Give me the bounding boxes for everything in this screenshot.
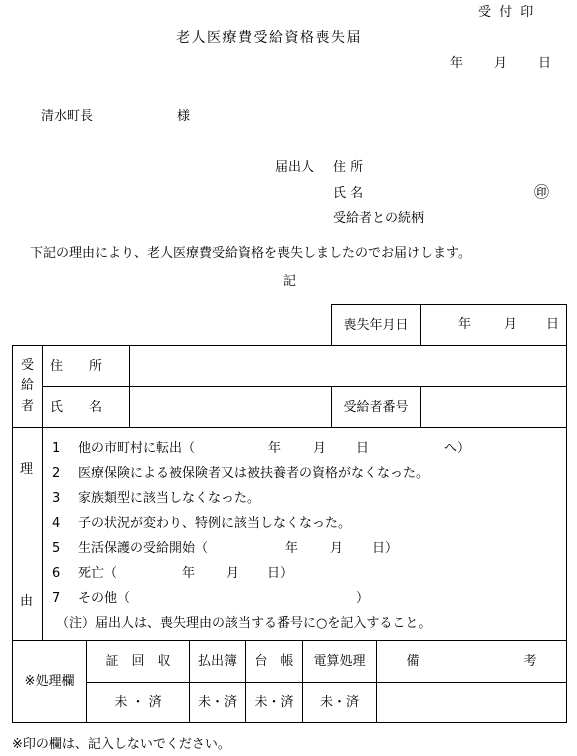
submit-date-day: 日 [538,56,552,71]
notifier-address-label: 住 所 [333,160,364,175]
processing-status-payout[interactable]: 未・済 [197,695,237,710]
form-title: 老人医療費受給資格喪失届 [176,30,362,46]
processing-header-ledger: 台 帳 [254,654,294,669]
ki-heading: 記 [283,274,297,289]
processing-status-ledger[interactable]: 未・済 [254,695,294,710]
notifier-relation-label: 受給者との続柄 [333,211,425,226]
processing-label: ※処理欄 [24,674,75,689]
footer-note: ※印の欄は、記入しないでください。 [12,737,231,752]
recipient-address-label: 住 所 [50,358,103,374]
receipt-stamp-label: 受 付 印 [478,5,536,20]
loss-date-year: 年 [458,317,472,332]
processing-status-computer[interactable]: 未・済 [319,695,359,710]
recipient-group-label: 受 給 者 [20,358,34,414]
processing-remarks-field[interactable] [377,683,566,722]
notifier-name-label: 氏 名 [333,186,364,201]
processing-header-payout: 払出簿 [197,654,237,669]
recipient-number-field[interactable] [421,387,566,427]
statement-text: 下記の理由により、老人医療費受給資格を喪失しましたのでお届けします。 [30,246,471,261]
processing-status-certificate[interactable]: 未 ・ 済 [114,695,162,710]
reason-group-label-bottom: 由 [20,594,34,609]
loss-date-month: 月 [504,317,518,332]
recipient-name-label: 氏 名 [50,399,103,415]
processing-header-certificate: 証 回 収 [105,654,171,669]
loss-date-day: 日 [546,317,560,332]
recipient-number-label: 受給者番号 [343,399,409,415]
processing-header-remarks: 備 考 [406,654,537,669]
reason-group-label-top: 理 [20,462,34,477]
seal-mark-icon: ㊞ [534,183,550,201]
addressee-honorific: 様 [177,109,191,124]
addressee-office: 清水町長 [41,109,94,124]
processing-header-computer: 電算処理 [313,654,366,669]
loss-date-label: 喪失年月日 [343,317,409,333]
form-layout: 受 付 印 老人医療費受給資格喪失届 年 月 日 清水町長 様 届出人 住 所 氏 名 ㊞ 受給者との続柄 下記の理由により、老人医療費受給資格を喪失しましたのでお届けします。 記 喪失年月日 年 月 日 受 給 者 住 所 氏 名 受給者番号 理 由 1 他の市町村に転出（ 年 月 日 へ） 2 医療保険による被保険者又は被扶養者の資格がなくなった。 3 家族類型に該当しなくなった。 4 子の状況が変わり、特例に該当しなくなった。 5 生活保護の受給開始（ 年 月 日） 6 死亡（ 年 月 日） 7 その他（ ） （注）届出人は、喪失理由の該当する番号に○を記入すること。 ※処理欄 証 回 収 払出簿 台 帳 電算処理 備 考 未 ・ 済 未・済 未・済 未・済 ※印の欄は、記入しないでください。 [0,0,577,756]
recipient-name-field[interactable] [130,387,331,427]
reason-note: （注）届出人は、喪失理由の該当する番号に○を記入すること。 [56,616,432,631]
submit-date-month: 月 [494,56,508,71]
submit-date-year: 年 [450,56,464,71]
notifier-label: 届出人 [275,160,315,175]
recipient-address-field[interactable] [130,346,566,386]
